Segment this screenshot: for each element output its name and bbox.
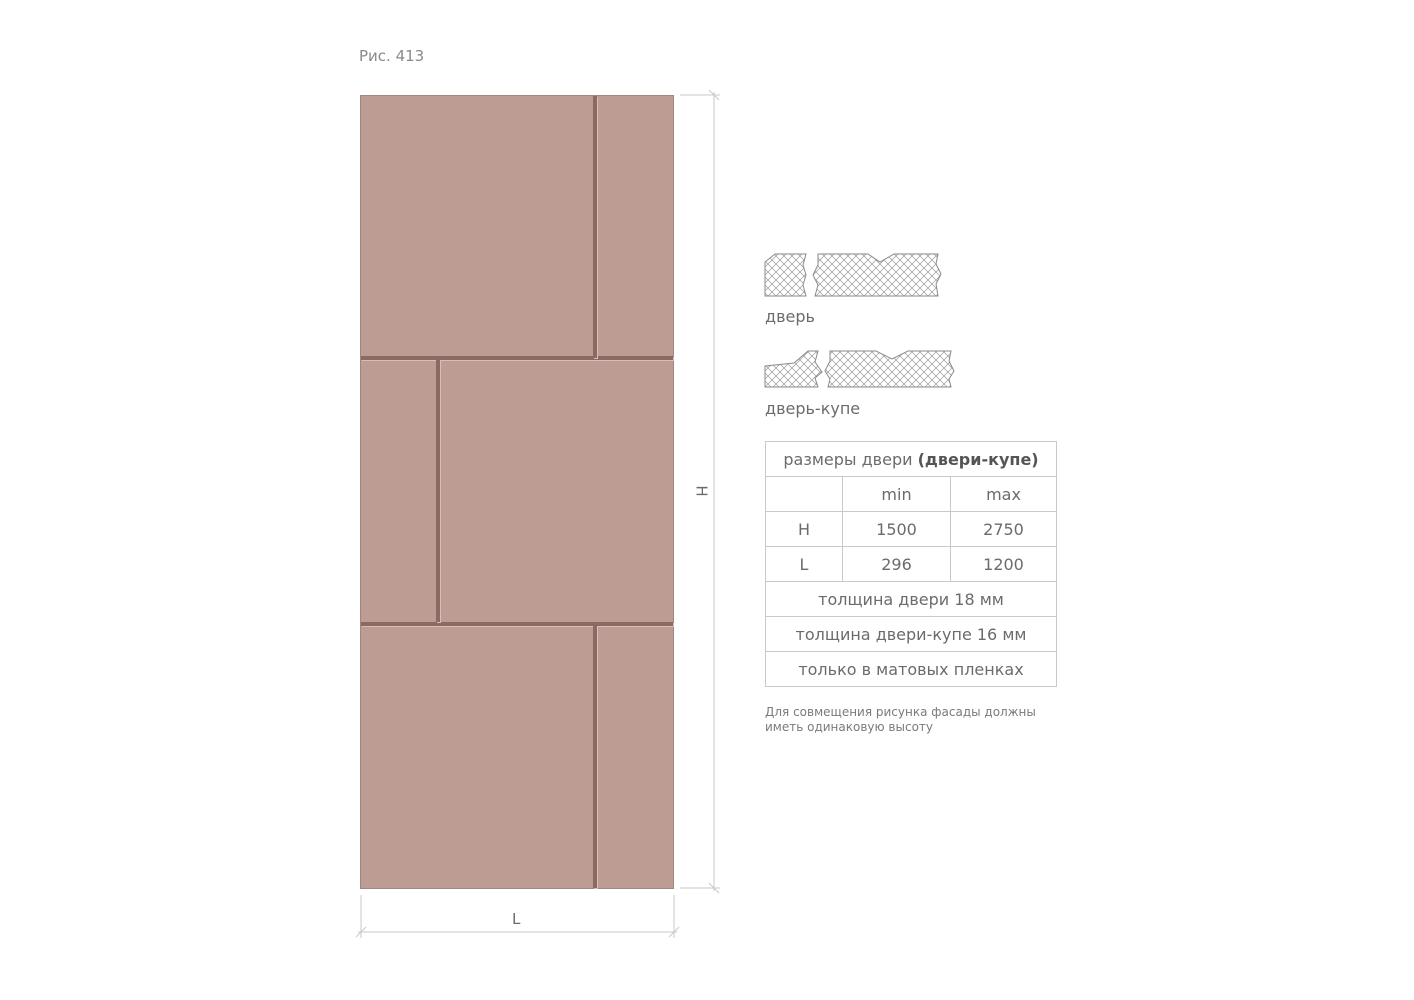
table-row <box>766 512 1057 547</box>
table-title-regular: размеры двери <box>783 449 918 469</box>
footnote: Для совмещения рисунка фасады должны иметь одинаковую высоту <box>765 705 1036 734</box>
row-max: 2750 <box>951 512 1057 547</box>
row-min: 1500 <box>843 512 951 547</box>
note-sliding-thickness: толщина двери-купе 16 мм <box>766 617 1057 652</box>
sliding-door-profile-caption: дверь-купе <box>765 399 861 418</box>
row-max: 1200 <box>951 547 1057 582</box>
size-table <box>765 441 1057 687</box>
note-door-thickness: толщина двери 18 мм <box>766 582 1057 617</box>
note-matte-films: только в матовых пленках <box>766 652 1057 687</box>
door-profile-icon <box>765 254 941 296</box>
height-dimension-label: H <box>692 485 711 497</box>
column-min: min <box>843 477 951 512</box>
table-header-row <box>766 442 1057 477</box>
table-note-row <box>766 582 1057 617</box>
table-columns-row <box>766 477 1057 512</box>
row-min: 296 <box>843 547 951 582</box>
door-profile-caption: дверь <box>765 307 815 326</box>
table-note-row <box>766 652 1057 687</box>
figure-label: Рис. 413 <box>359 47 425 65</box>
column-max: max <box>951 477 1057 512</box>
row-param: H <box>766 512 843 547</box>
table-title <box>766 442 1057 477</box>
table-corner-cell <box>766 477 843 512</box>
width-dimension-label: L <box>512 910 521 928</box>
table-note-row <box>766 617 1057 652</box>
row-param: L <box>766 547 843 582</box>
table-row <box>766 547 1057 582</box>
table-title-bold: (двери-купе) <box>917 449 1039 469</box>
sliding-door-profile-icon <box>765 351 954 387</box>
